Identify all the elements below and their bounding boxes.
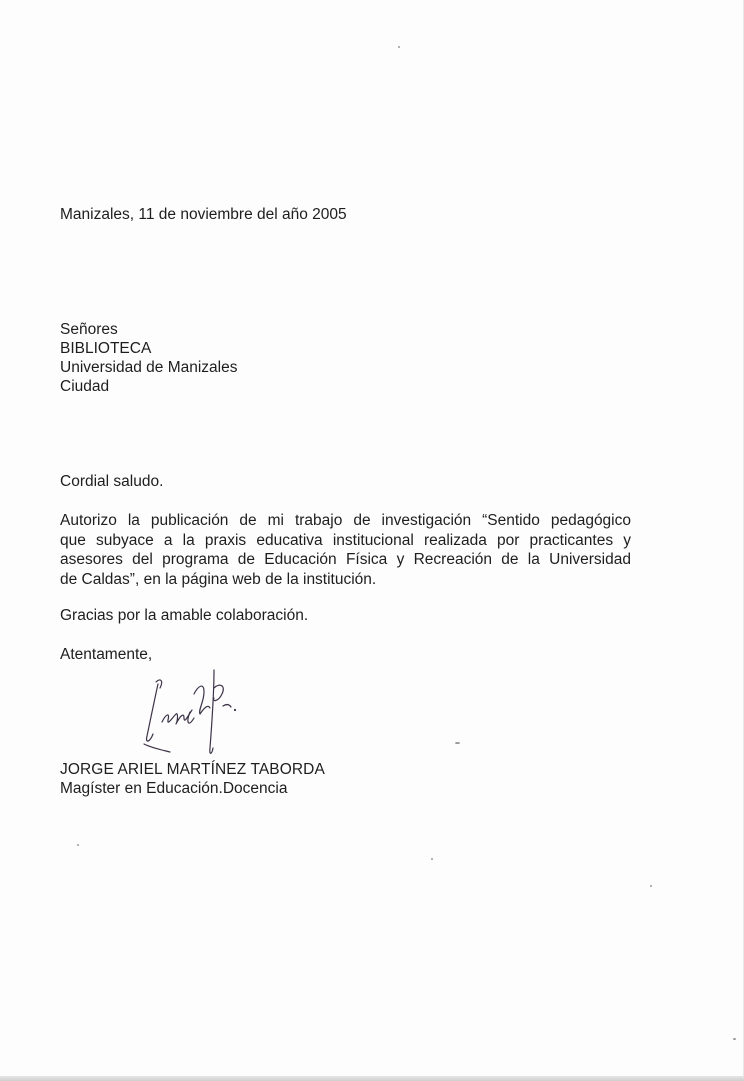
authorization-paragraph (60, 511, 631, 589)
greeting: Cordial saludo. (60, 473, 164, 490)
scan-speck (455, 742, 460, 744)
scan-speck (398, 46, 400, 48)
scan-edge (0, 1076, 744, 1081)
signer-title: Magíster en Educación.Docencia (60, 780, 288, 797)
paragraph-line: Autorizo la publicación de mi trabajo de investigación “Sentido pedagógico (60, 512, 631, 529)
scan-speck (77, 844, 79, 846)
letter-date: Manizales, 11 de noviembre del año 2005 (60, 206, 347, 223)
paragraph-line: que subyace a la praxis educativa institucional realizada por practicantes y (60, 531, 631, 549)
thanks-line: Gracias por la amable colaboración. (60, 607, 309, 624)
paragraph-line: de Caldas”, en la página web de la institución. (60, 570, 377, 588)
recipient-institution: Universidad de Manizales (60, 359, 238, 376)
recipient-organization: BIBLIOTECA (60, 340, 152, 357)
paragraph-line: asesores del programa de Educación Física y Recreación de la Universidad (60, 551, 631, 568)
signer-name: JORGE ARIEL MARTÍNEZ TABORDA (60, 761, 325, 778)
scan-speck (650, 885, 652, 887)
recipient-city: Ciudad (60, 378, 110, 395)
scan-speck (733, 1038, 736, 1040)
closing-line: Atentamente, (60, 646, 153, 663)
scan-speck (431, 858, 433, 860)
handwritten-signature (138, 652, 248, 770)
recipient-salutation: Señores (60, 321, 118, 338)
